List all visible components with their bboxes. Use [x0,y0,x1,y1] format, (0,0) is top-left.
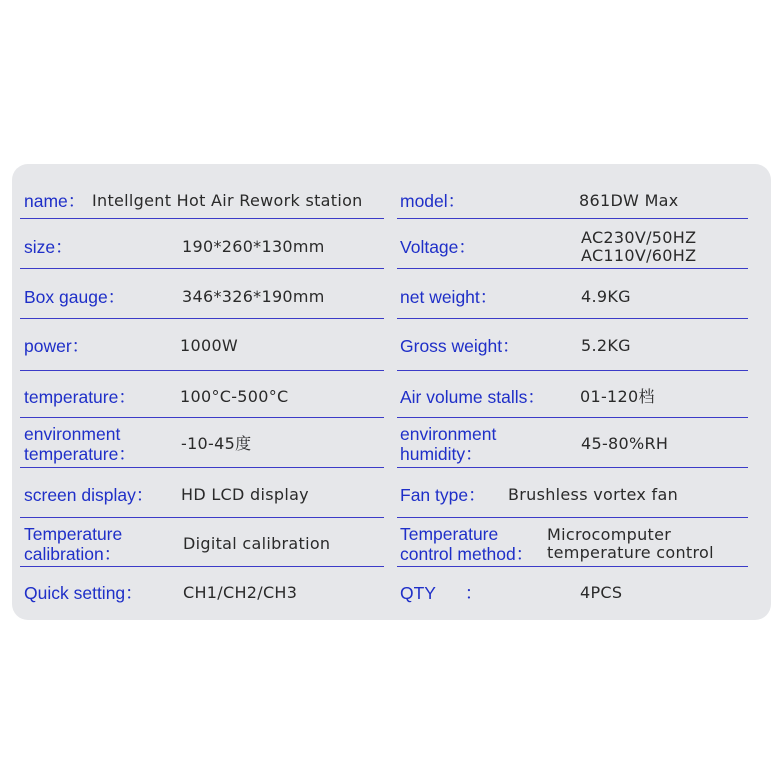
spec-row-box-gauge [12,272,771,321]
row-divider [397,218,748,219]
spec-label: Quick setting： [24,582,143,603]
row-divider [20,566,384,567]
spec-label: Air volume stalls： [400,386,545,407]
row-divider [397,566,748,567]
row-divider [20,370,384,371]
spec-label: Fan type： [400,484,486,505]
spec-label: Voltage： [400,236,476,257]
spec-row-screen-display [12,470,771,519]
spec-value: Brushless vortex fan [508,484,679,504]
spec-row-environment [12,419,771,468]
spec-value: 5.2KG [581,335,631,355]
spec-value: Intellgent Hot Air Rework station [92,190,363,210]
spec-label: environment temperature： [24,423,136,464]
spec-label: Gross weight： [400,335,520,356]
spec-value: 346*326*190mm [182,286,325,306]
spec-value: 861DW Max [579,190,679,210]
spec-value: 01-120档 [580,386,655,406]
spec-label: QTY ： [400,582,483,603]
spec-label: environment humidity： [400,423,497,464]
spec-value: 100°C-500°C [180,386,289,406]
spec-value: 45-80%RH [581,433,669,453]
row-divider [20,268,384,269]
spec-value: CH1/CH2/CH3 [183,582,298,602]
spec-value: Microcomputer temperature control [547,524,714,562]
row-divider [20,417,384,418]
spec-label: name： [24,190,86,211]
row-divider [397,268,748,269]
spec-row-power [12,321,771,370]
spec-row-temperature [12,372,771,421]
spec-label: power： [24,335,90,356]
spec-value: -10-45度 [181,433,252,453]
row-divider [20,467,384,468]
spec-value: 190*260*130mm [182,236,325,256]
spec-label: model： [400,190,466,211]
row-divider [20,318,384,319]
spec-value: 1000W [180,335,239,355]
spec-value: HD LCD display [181,484,309,504]
spec-value: Digital calibration [183,533,331,553]
spec-row-quick-setting [12,568,771,617]
row-divider [20,218,384,219]
spec-value: 4PCS [580,582,623,602]
spec-value: 4.9KG [581,286,631,306]
spec-label: screen display： [24,484,154,505]
spec-label: Temperature calibration： [24,523,123,564]
spec-row-size [12,222,771,271]
row-divider [397,467,748,468]
row-divider [397,370,748,371]
row-divider [397,417,748,418]
row-divider [20,517,384,518]
spec-label: net weight： [400,286,498,307]
row-divider [397,318,748,319]
spec-row-calibration [12,519,771,568]
spec-label: Temperature control method： [400,523,534,564]
spec-label: size： [24,236,73,257]
spec-value: AC230V/50HZ AC110V/60HZ [581,227,697,265]
spec-label: Box gauge： [24,286,126,307]
spec-label: temperature： [24,386,136,407]
row-divider [397,517,748,518]
